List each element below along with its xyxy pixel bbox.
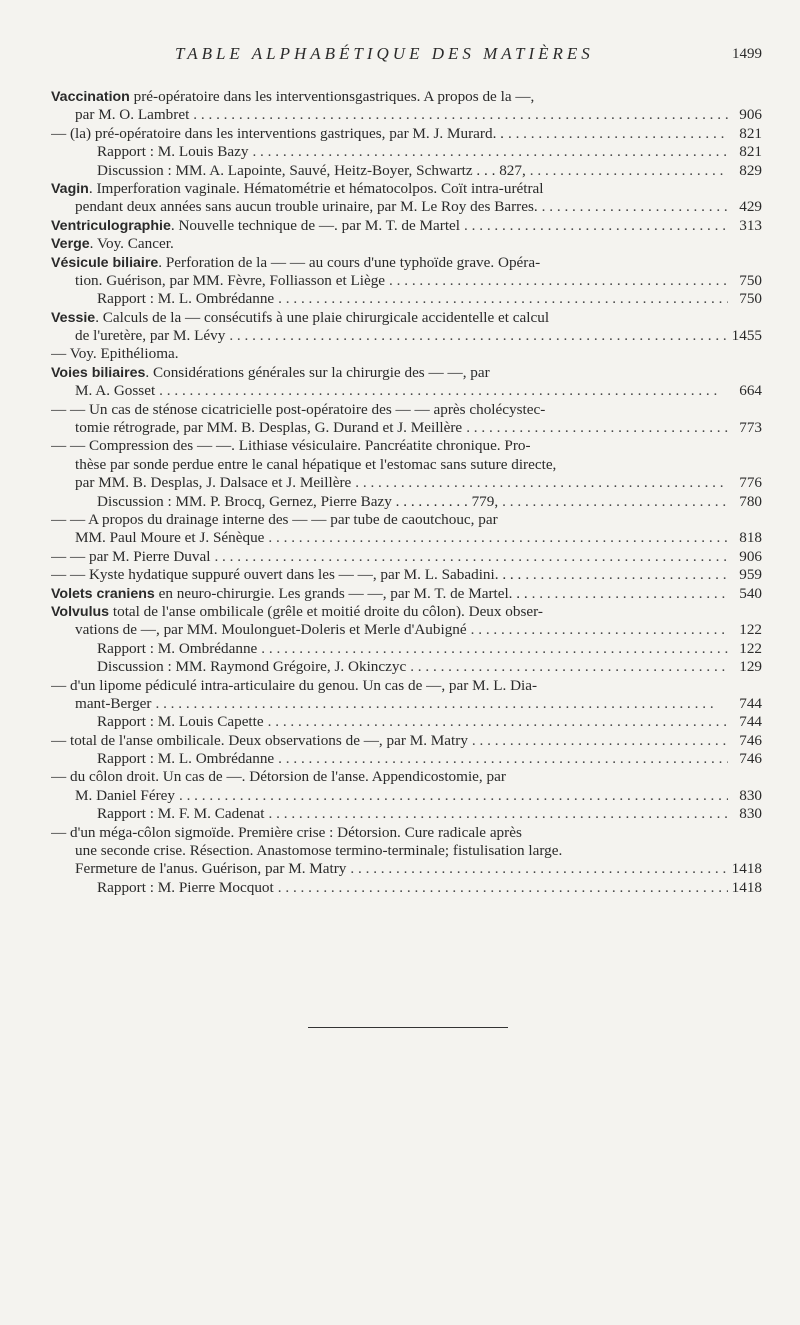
index-line xyxy=(51,162,762,180)
index-line xyxy=(51,217,762,235)
entry-text: par MM. B. Desplas, J. Dalsace et J. Meillère xyxy=(75,474,352,492)
entry-text: tomie rétrograde, par MM. B. Desplas, G. Durand et J. Meillère xyxy=(75,419,463,437)
entry-text: M. Daniel Férey xyxy=(75,786,175,804)
entry-text: Rapport : M. Ombrédanne xyxy=(97,639,258,657)
dot-leader xyxy=(214,548,728,566)
entry-text: — (la) pré-opératoire dans les interventions gastriques, par M. J. Murard. . xyxy=(51,124,504,142)
entry-text-group xyxy=(97,879,274,897)
entry-text: vations de —, par MM. Moulonguet-Doleris et Merle d'Aubigné xyxy=(75,621,467,639)
entry-page-ref: 429 xyxy=(739,198,762,216)
entry-text-group xyxy=(75,860,346,878)
dot-leader xyxy=(530,162,728,180)
entry-text-group xyxy=(75,382,155,400)
entry-page-ref: 122 xyxy=(739,621,762,639)
entry-page-ref: 959 xyxy=(739,566,762,584)
entry-text-group xyxy=(75,272,385,290)
entry-text-group xyxy=(51,511,498,528)
entry-text-group xyxy=(51,309,549,326)
entry-text-group xyxy=(97,750,274,768)
entry-page-ref: 829 xyxy=(739,161,762,179)
dot-leader xyxy=(525,566,728,584)
dot-leader xyxy=(159,382,728,400)
dot-leader xyxy=(410,658,728,676)
index-line xyxy=(51,254,762,272)
dot-leader xyxy=(464,217,728,235)
entry-text-group xyxy=(51,768,506,785)
index-line xyxy=(51,88,762,106)
entry-text: pré-opératoire dans les interventionsgastriques. A propos de la —, xyxy=(129,88,535,105)
entry-text-group xyxy=(75,529,264,547)
dot-leader xyxy=(268,529,728,547)
entry-text: — — par M. Pierre Duval xyxy=(51,547,211,565)
entry-text-group xyxy=(97,713,264,731)
entry-text-group xyxy=(97,805,265,823)
dot-leader xyxy=(252,143,728,161)
entry-text-group xyxy=(97,162,526,180)
entry-text: MM. Paul Moure et J. Sénèque xyxy=(75,529,265,547)
entry-text: total de l'anse ombilicale (grêle et moitié droite du côlon). Deux obser- xyxy=(109,602,543,620)
dot-leader xyxy=(229,327,727,345)
entry-text: Discussion : MM. P. Brocq, Gernez, Pierre Bazy . . . . . . . . . . 779, xyxy=(97,492,499,510)
entry-page-ref: 313 xyxy=(739,216,762,234)
entry-page-ref: 1418 xyxy=(731,878,762,896)
entry-text-group xyxy=(97,290,274,308)
entry-text: Rapport : M. L. Ombrédanne xyxy=(97,750,275,768)
entry-text-group xyxy=(75,419,462,437)
entry-keyword: Vessie xyxy=(51,309,96,326)
dot-leader xyxy=(350,860,727,878)
dot-leader xyxy=(502,493,728,511)
entry-text-group xyxy=(51,364,490,381)
dot-leader xyxy=(155,695,728,713)
entry-text: Rapport : M. Louis Bazy xyxy=(97,143,249,161)
entry-keyword: Volets craniens xyxy=(51,585,155,602)
entry-text-group xyxy=(75,474,351,492)
entry-text: thèse par sonde perdue entre le canal hépatique et l'estomac sans suture directe, xyxy=(75,455,557,473)
entry-text-group xyxy=(51,585,528,603)
entry-text: Discussion : MM. Raymond Grégoire, J. Okinczyc xyxy=(97,658,407,676)
entry-text-group xyxy=(75,621,467,639)
entry-text-group xyxy=(51,88,534,105)
entry-text: . Voy. Cancer. xyxy=(89,235,174,253)
entry-keyword: Vaccination xyxy=(51,89,130,105)
index-line xyxy=(51,658,762,676)
entry-text: — du côlon droit. Un cas de —. Détorsion de l'anse. Appendicostomie, par xyxy=(51,768,506,786)
index-line xyxy=(51,548,762,566)
index-line xyxy=(51,824,762,842)
index-line xyxy=(51,768,762,786)
section-end-rule xyxy=(308,1027,508,1028)
dot-leader xyxy=(508,125,728,143)
index-line xyxy=(51,493,762,511)
entry-page-ref: 664 xyxy=(739,382,762,400)
index-line xyxy=(51,474,762,492)
entry-text: — Voy. Epithélioma. xyxy=(51,345,179,363)
entry-text-group xyxy=(97,493,498,511)
entry-text-group xyxy=(51,345,179,362)
entry-text-group xyxy=(97,640,257,658)
entry-text-group xyxy=(51,437,531,454)
index-line xyxy=(51,603,762,621)
entry-text: — d'un méga-côlon sigmoïde. Première crise : Détorsion. Cure radicale après xyxy=(51,823,522,841)
entry-page-ref: 780 xyxy=(739,492,762,510)
index-line xyxy=(51,106,762,124)
dot-leader xyxy=(193,106,728,124)
entry-text-group xyxy=(51,254,540,271)
index-line xyxy=(51,345,762,363)
dot-leader xyxy=(269,805,728,823)
entry-page-ref: 746 xyxy=(739,750,762,768)
entry-text: Rapport : M. Louis Capette xyxy=(97,713,264,731)
entry-page-ref: 906 xyxy=(739,106,762,124)
entry-text: Discussion : MM. A. Lapointe, Sauvé, Heitz-Boyer, Schwartz . . . 827, xyxy=(97,161,526,179)
index-line xyxy=(51,364,762,382)
entry-page-ref: 750 xyxy=(739,290,762,308)
entry-text-group xyxy=(75,695,151,713)
entry-text: . Nouvelle technique de —. par M. T. de Martel xyxy=(170,216,461,234)
index-line xyxy=(51,713,762,731)
entry-text-group xyxy=(51,677,537,694)
dot-leader xyxy=(179,787,728,805)
index-line xyxy=(51,732,762,750)
entry-text: Rapport : M. L. Ombrédanne xyxy=(97,290,275,308)
entry-text: tion. Guérison, par MM. Fèvre, Folliasson et Liège xyxy=(75,271,386,289)
index-line xyxy=(51,272,762,290)
entry-page-ref: 821 xyxy=(739,143,762,161)
index-line xyxy=(51,511,762,529)
dot-leader xyxy=(278,879,728,897)
entry-text: une seconde crise. Résection. Anastomose termino-terminale; fistulisation large. xyxy=(75,842,563,860)
entry-text-group xyxy=(51,566,521,584)
entry-text-group xyxy=(51,548,210,566)
entry-text-group xyxy=(75,456,556,473)
dot-leader xyxy=(389,272,728,290)
entry-text: — — Kyste hydatique suppuré ouvert dans les — —, par M. L. Sabadini. . . . xyxy=(51,566,522,584)
entry-page-ref: 821 xyxy=(739,124,762,142)
dot-leader xyxy=(471,621,728,639)
dot-leader xyxy=(472,732,728,750)
entry-page-ref: 746 xyxy=(739,731,762,749)
entry-keyword: Voies biliaires xyxy=(51,364,146,381)
entry-text: . Considérations générales sur la chirurgie des — —, par xyxy=(145,363,490,381)
index-line xyxy=(51,805,762,823)
entry-text: . Perforation de la — — au cours d'une typhoïde grave. Opéra- xyxy=(158,253,541,271)
entry-text: Fermeture de l'anus. Guérison, par M. Matry xyxy=(75,860,347,878)
running-title: TABLE ALPHABÉTIQUE DES MATIÈRES xyxy=(175,44,594,63)
entry-page-ref: 906 xyxy=(739,547,762,565)
entry-text-group xyxy=(51,235,174,252)
index-line xyxy=(51,401,762,419)
entry-page-ref: 750 xyxy=(739,271,762,289)
entry-page-ref: 818 xyxy=(739,529,762,547)
index-line xyxy=(51,585,762,603)
index-line xyxy=(51,419,762,437)
index-line xyxy=(51,382,762,400)
index-line xyxy=(51,290,762,308)
entry-page-ref: 776 xyxy=(739,474,762,492)
entry-keyword: Vagin xyxy=(51,180,89,197)
running-head xyxy=(0,44,800,68)
entry-text-group xyxy=(51,824,522,841)
entry-page-ref: 129 xyxy=(739,658,762,676)
entry-text: pendant deux années sans aucun trouble urinaire, par M. Le Roy des Barres. xyxy=(75,198,538,216)
entry-page-ref: 540 xyxy=(739,584,762,602)
index-line xyxy=(51,695,762,713)
index-line xyxy=(51,198,762,216)
entry-keyword: Volvulus xyxy=(51,603,110,620)
entry-text-group xyxy=(51,401,545,418)
index-line xyxy=(51,842,762,860)
entry-text: Rapport : M. Pierre Mocquot xyxy=(97,878,274,896)
entry-text: en neuro-chirurgie. Les grands — —, par M. T. de Martel. . . xyxy=(154,584,528,602)
entry-text-group xyxy=(51,603,543,620)
entry-text: de l'uretère, par M. Lévy xyxy=(75,327,226,345)
entry-text: — d'un lipome pédiculé intra-articulaire du genou. Un cas de —, par M. L. Dia- xyxy=(51,676,538,694)
dot-leader xyxy=(466,419,728,437)
entry-text-group xyxy=(75,198,538,216)
index-line xyxy=(51,309,762,327)
index-line xyxy=(51,125,762,143)
index-line xyxy=(51,879,762,897)
index-line xyxy=(51,750,762,768)
entry-page-ref: 830 xyxy=(739,805,762,823)
entry-keyword: Verge xyxy=(51,236,90,253)
entry-text-group xyxy=(75,787,175,805)
index-line xyxy=(51,143,762,161)
entry-text: par M. O. Lambret xyxy=(75,106,190,124)
dot-leader xyxy=(542,198,728,216)
index-line xyxy=(51,640,762,658)
entry-page-ref: 744 xyxy=(739,713,762,731)
entry-text-group xyxy=(97,658,406,676)
dot-leader xyxy=(532,585,728,603)
index-line xyxy=(51,437,762,455)
index-line xyxy=(51,180,762,198)
entry-page-ref: 830 xyxy=(739,786,762,804)
index-line xyxy=(51,566,762,584)
entry-text: — total de l'anse ombilicale. Deux observations de —, par M. Matry xyxy=(51,731,468,749)
entry-text-group xyxy=(51,732,468,750)
index-line xyxy=(51,677,762,695)
index-line xyxy=(51,860,762,878)
dot-leader xyxy=(268,713,728,731)
index-line xyxy=(51,456,762,474)
entry-text: . Imperforation vaginale. Hématométrie et hématocolpos. Coït intra-urétral xyxy=(88,179,544,197)
dot-leader xyxy=(355,474,728,492)
entry-text: — — A propos du drainage interne des — — par tube de caoutchouc, par xyxy=(51,510,498,528)
entry-text-group xyxy=(51,180,543,197)
index-line xyxy=(51,787,762,805)
index-line xyxy=(51,235,762,253)
entry-text: . Calculs de la — consécutifs à une plaie chirurgicale accidentelle et calcul xyxy=(95,308,550,326)
entry-page-ref: 744 xyxy=(739,694,762,712)
entry-text: — — Compression des — —. Lithiase vésiculaire. Pancréatite chronique. Pro- xyxy=(51,437,531,455)
index-entries xyxy=(51,88,762,897)
index-line xyxy=(51,327,762,345)
entry-page-ref: 1418 xyxy=(731,860,762,878)
entry-text-group xyxy=(51,125,504,143)
dot-leader xyxy=(261,640,728,658)
entry-keyword: Ventriculographie xyxy=(51,217,171,234)
entry-text: M. A. Gosset xyxy=(75,382,156,400)
entry-page-ref: 122 xyxy=(739,639,762,657)
entry-text-group xyxy=(51,217,460,235)
entry-text: Rapport : M. F. M. Cadenat xyxy=(97,805,265,823)
page-number: 1499 xyxy=(732,46,762,62)
entry-text-group xyxy=(75,842,562,859)
entry-text: — — Un cas de sténose cicatricielle post-opératoire des — — après cholécystec- xyxy=(51,400,546,418)
entry-page-ref: 1455 xyxy=(731,327,762,345)
dot-leader xyxy=(278,290,728,308)
entry-text-group xyxy=(97,143,248,161)
entry-page-ref: 773 xyxy=(739,419,762,437)
entry-keyword: Vésicule biliaire xyxy=(51,254,159,271)
entry-text: mant-Berger xyxy=(75,694,152,712)
dot-leader xyxy=(278,750,728,768)
index-line xyxy=(51,529,762,547)
entry-text-group xyxy=(75,106,189,124)
index-line xyxy=(51,621,762,639)
entry-text-group xyxy=(75,327,225,345)
